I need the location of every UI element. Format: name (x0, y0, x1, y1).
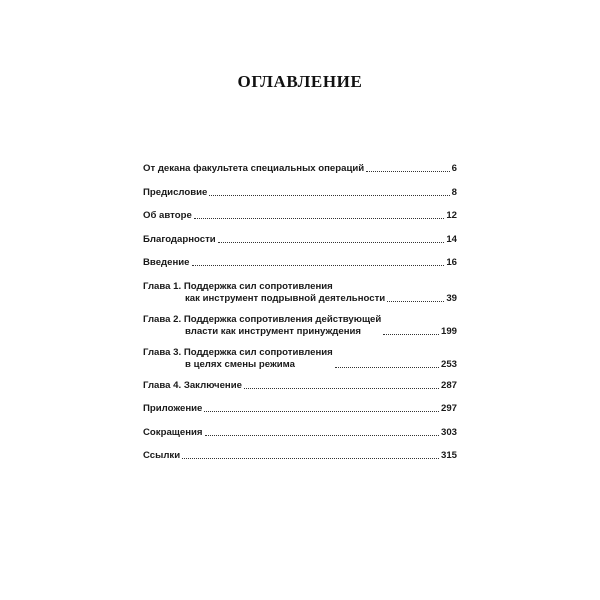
dot-leader (205, 435, 439, 436)
toc-entry-line-1: Глава 1. Поддержка сил сопротивления (143, 280, 333, 292)
toc-entry-line-2: власти как инструмент принуждения (185, 325, 361, 337)
toc-entry (143, 380, 457, 392)
toc-page-number: 39 (446, 292, 457, 304)
dot-leader (218, 242, 445, 243)
toc-page-number: 297 (440, 403, 457, 414)
toc-entry (143, 347, 457, 371)
toc-entry-title: Предисловие (143, 186, 208, 198)
toc-page-number: 303 (440, 426, 457, 438)
toc-entry-title (143, 281, 385, 305)
dot-leader (209, 195, 449, 196)
toc-entry-line-2: как инструмент подрывной деятельности (185, 292, 386, 304)
toc-page-number: 315 (440, 450, 457, 461)
toc-entry (143, 314, 457, 338)
toc-entry-title: Сокращения (143, 426, 203, 438)
toc-page-number: 14 (446, 233, 457, 245)
toc-page-number: 16 (446, 257, 457, 268)
toc-entry-title: Ссылки (143, 450, 181, 461)
toc-entry (143, 187, 457, 199)
toc-entry (143, 163, 457, 175)
toc-entry (143, 257, 457, 269)
dot-leader (244, 388, 439, 389)
table-of-contents (143, 163, 457, 474)
toc-entry-title: Об авторе (143, 210, 192, 221)
dot-leader (387, 301, 444, 302)
toc-entry-line-2: в целях смены режима (185, 358, 295, 370)
toc-page-number: 199 (440, 325, 457, 337)
dot-leader (383, 334, 439, 335)
toc-page-number: 6 (451, 163, 457, 174)
dot-leader (204, 411, 439, 412)
dot-leader (182, 458, 439, 459)
toc-entry (143, 210, 457, 222)
toc-entry-line-1: Глава 3. Поддержка сил сопротивления (143, 346, 333, 358)
dot-leader (335, 367, 439, 368)
toc-entry (143, 450, 457, 462)
toc-page-number: 287 (440, 379, 457, 391)
toc-entry (143, 427, 457, 439)
toc-entry (143, 403, 457, 415)
dot-leader (366, 171, 450, 172)
page-title: ОГЛАВЛЕНИЕ (237, 72, 363, 91)
toc-entry-title: Благодарности (143, 233, 216, 245)
toc-page-number: 253 (440, 358, 457, 370)
toc-entry (143, 281, 457, 305)
toc-page-number: 8 (451, 186, 457, 198)
dot-leader (194, 218, 445, 219)
toc-entry-title: От декана факультета специальных операций (143, 163, 365, 174)
toc-entry-line-1: Глава 2. Поддержка сопротивления действующей (143, 313, 382, 325)
toc-entry-title: Глава 4. Заключение (143, 379, 242, 391)
toc-entry-title (143, 314, 381, 338)
dot-leader (192, 265, 445, 266)
toc-page-number: 12 (446, 210, 457, 221)
toc-entry-title: Приложение (143, 403, 203, 414)
toc-entry-title: Введение (143, 257, 190, 268)
toc-entry (143, 234, 457, 246)
toc-entry-title (143, 347, 333, 371)
